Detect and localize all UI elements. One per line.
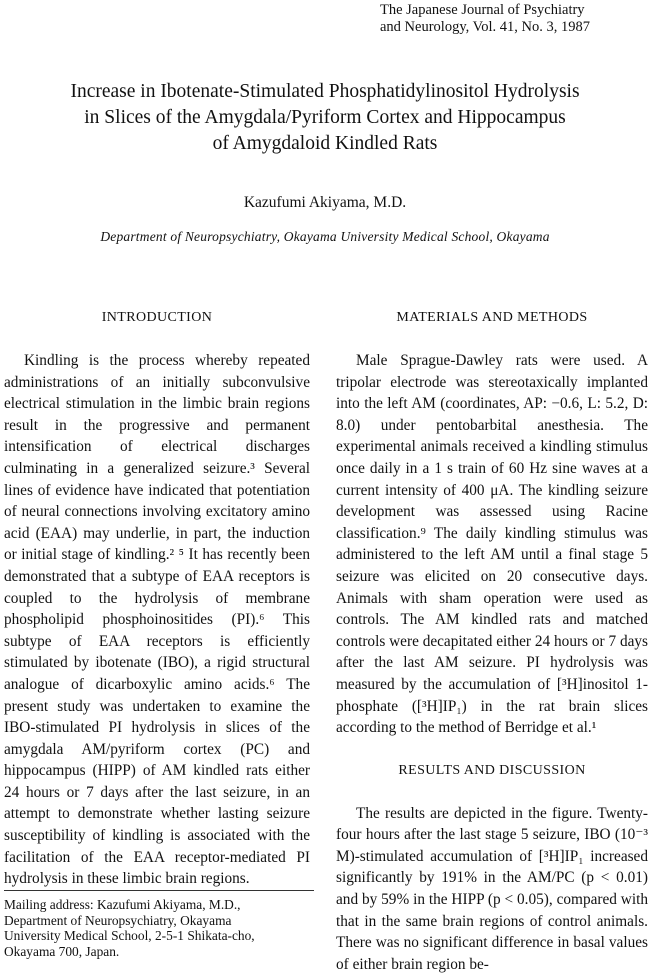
mailing-address-footnote (4, 890, 314, 959)
methods-heading: MATERIALS AND METHODS (396, 310, 588, 325)
footnote-line-2: Department of Neuropsychiatry, Okayama (4, 912, 232, 928)
author-name: Kazufumi Akiyama, M.D. (243, 194, 407, 211)
results-heading: RESULTS AND DISCUSSION (398, 762, 586, 778)
methods-paragraph: Male Sprague-Dawley rats were used. A tripolar electrode was stereotaxically implanted into the left AM (coordinates, AP: −0.6, L: 5.2, D: 8.0) under pentobarbital anesthesia. The experimental animals received a kindling stimulus once daily in a 1 s train of 60 Hz sine waves at a current intensity of 400 μA. The kindling seizure development was assessed using Racine classification.⁹ The daily kindling stimulus was administered to the left AM until a final stage 5 seizure was elicited on 20 consecutive days. Animals with sham operation were used as controls. The AM kindled rats and matched controls were decapitated either 24 hours or 7 days after the last AM seizure. PI hydrolysis was measured by the accumulation of [³H]inositol 1-phosphate ([³H]IP₁) in the rat brain slices according to the method of Berridge et al.¹ (336, 352, 648, 737)
right-column (336, 310, 648, 975)
left-column (4, 310, 310, 890)
title-line-2: in Slices of the Amygdala/Pyriform Cortex and Hippocampus (84, 107, 566, 128)
journal-citation (360, 2, 640, 36)
footnote-line-1: Mailing address: Kazufumi Akiyama, M.D., (4, 897, 241, 912)
journal-line-1: The Japanese Journal of Psychiatry (380, 2, 585, 18)
introduction-heading: INTRODUCTION (101, 310, 213, 325)
footnote-line-4: Okayama 700, Japan. (4, 943, 120, 959)
footnote-line-3: University Medical School, 2-5-1 Shikata-cho, (4, 928, 255, 943)
title-line-1: Increase in Ibotenate-Stimulated Phosphatidylinositol Hydrolysis (70, 81, 580, 102)
introduction-paragraph: Kindling is the process whereby repeated administrations of an initially subconvulsive electrical stimulation in the limbic brain regions result in the progressive and permanent intensification of electrical discharges culminating in a generalized seizure.³ Several lines of evidence have indicated that potentiation of neural connections involving excitatory amino acid (EAA) may underlie, in part, the induction or initial stage of kindling.² ⁵ It has recently been demonstrated that a subtype of EAA receptors is coupled to the hydrolysis of membrane phospholipid phosphoinositides (PI).⁶ This subtype of EAA receptors is efficiently stimulated by ibotenate (IBO), a rigid structural analogue of dicarboxylic amino acids.⁶ The present study was undertaken to examine the IBO-stimulated PI hydrolysis in slices of the amygdala AM/pyriform cortex (PC) and hippocampus (HIPP) of AM kindled rats either 24 hours or 7 days after the last seizure, in an attempt to demonstrate whether lasting seizure susceptibility of kindling is associated with the facilitation of the EAA receptor-mediated PI hydrolysis in these limbic brain regions. (4, 352, 310, 888)
journal-line-2: and Neurology, Vol. 41, No. 3, 1987 (380, 19, 590, 35)
article-title (10, 79, 640, 157)
author-affiliation: Department of Neuropsychiatry, Okayama University Medical School, Okayama (100, 229, 550, 244)
title-line-3: of Amygdaloid Kindled Rats (212, 133, 438, 154)
results-paragraph: The results are depicted in the figure. Twenty-four hours after the last stage 5 seizure, IBO (10⁻³ M)-stimulated accumulation of [³H]IP₁ increased significantly by 191% in the AM/PC (p < 0.01) and by 59% in the HIPP (p < 0.05), compared with that in the same brain regions of control animals. There was no significant difference in basal values of either brain region be- (336, 804, 648, 973)
